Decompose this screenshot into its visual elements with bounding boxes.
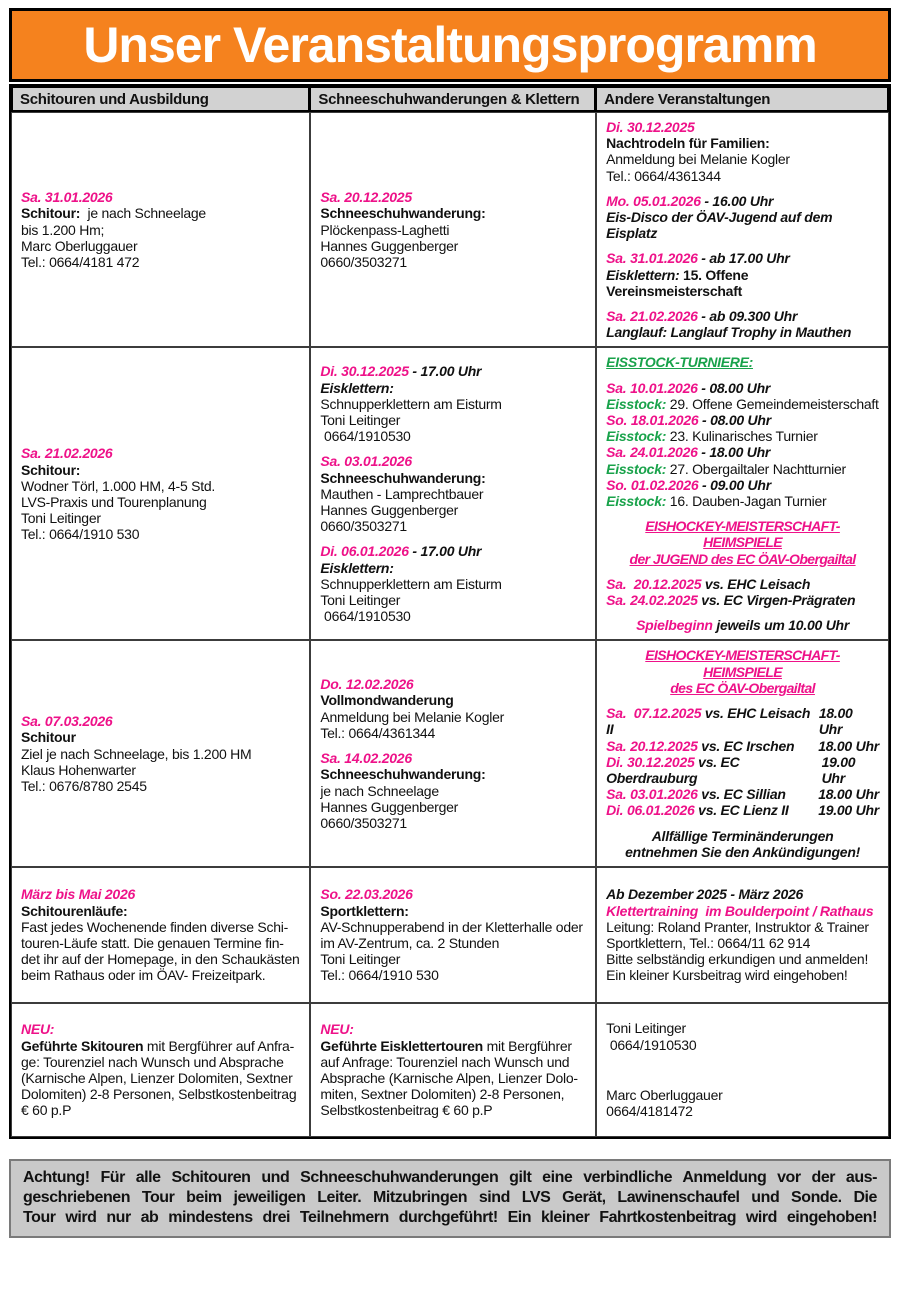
text-line: So. 18.01.2026 - 08.00 Uhr bbox=[606, 412, 771, 429]
text-line: touren-Läufe statt. Die genauen Termine fin- bbox=[21, 934, 284, 951]
text-line: Sa. 10.01.2026 - 08.00 Uhr bbox=[606, 379, 771, 396]
text-line: Sa. 21.02.2026 bbox=[21, 445, 113, 462]
notice-line-2: geschriebenen Tour beim jeweiligen Leiter. Mitzubringen sind LVS Gerät, Lawinenschaufel und Sonde. Die bbox=[23, 1188, 877, 1206]
text-line: Sa. 21.02.2026 - ab 09.300 Uhr bbox=[606, 308, 798, 325]
text-line: Sa. 14.02.2026 bbox=[320, 750, 412, 767]
text-line: Langlauf: Langlauf Trophy in Mauthen bbox=[606, 324, 852, 341]
cell-schitour-07-03 bbox=[11, 640, 310, 866]
text-line: Selbstkostenbeitrag € 60 p.P bbox=[320, 1102, 493, 1119]
text-line: Schitour: je nach Schneelage bbox=[21, 205, 206, 222]
text-line: Sa. 20.12.2025 vs. EHC Leisach bbox=[606, 575, 811, 592]
text-line: Di. 30.12.2025 vs. EC Oberdrauburg 19.00 Uhr bbox=[606, 753, 859, 786]
text-line: Sa. 20.12.2025 bbox=[320, 189, 412, 206]
text-line: miten, Sextner Dolomiten) 2-8 Personen, bbox=[320, 1086, 565, 1103]
text-line: Eisstock: 16. Dauben-Jagan Turnier bbox=[606, 493, 827, 510]
column-header-schneeschuh: Schneeschuhwanderungen & Klettern bbox=[310, 86, 596, 112]
event-table bbox=[9, 84, 891, 1139]
text-line: der JUGEND des EC ÖAV-Obergailtal bbox=[629, 550, 856, 567]
text-line: 0664/1910530 bbox=[320, 608, 411, 625]
text-line: Spielbeginn jeweils um 10.00 Uhr bbox=[636, 617, 850, 634]
text-line: Absprache (Karnische Alpen, Lienzer Dolo- bbox=[320, 1069, 578, 1086]
table-row-5 bbox=[11, 1003, 889, 1137]
text-line: Vollmondwanderung bbox=[320, 692, 454, 709]
text-line: Schneeschuhwanderung: bbox=[320, 469, 486, 486]
text-line: Schneeschuhwanderung: bbox=[320, 205, 486, 222]
cell-schneeschuhwanderung-20-12 bbox=[310, 112, 596, 347]
text-line bbox=[606, 1062, 879, 1078]
text-line: Sa. 03.01.2026 vs. EC Sillian 18.00 Uhr bbox=[606, 786, 879, 803]
text-line: Toni Leitinger bbox=[320, 592, 401, 609]
text-line: Tel.: 0664/4181 472 bbox=[21, 254, 140, 271]
text-line: det ihr auf der Homepage, in den Schaukästen bbox=[21, 951, 300, 968]
text-line: Schneeschuhwanderung: bbox=[320, 766, 486, 783]
text-line: Schnupperklettern am Eisturm bbox=[320, 575, 502, 592]
cell-andere-dezember-februar bbox=[596, 112, 889, 347]
banner bbox=[9, 8, 891, 82]
text-line: Tel.: 0664/1910 530 bbox=[21, 526, 140, 543]
text-line: Di. 06.01.2026 vs. EC Lienz II 19.00 Uhr bbox=[606, 802, 879, 819]
text-line: Allfällige Terminänderungen bbox=[651, 827, 834, 844]
notice-line-1: Achtung! Für alle Schitouren und Schneeschuhwanderungen gilt eine verbindliche Anmeldung vor der aus- bbox=[23, 1168, 877, 1186]
text-line: Ab Dezember 2025 - März 2026 bbox=[606, 886, 804, 903]
text-line: Sportklettern: bbox=[320, 902, 409, 919]
text-line: So. 01.02.2026 - 09.00 Uhr bbox=[606, 476, 771, 493]
text-line: Schitour: bbox=[21, 461, 81, 478]
text-line: Sa. 20.12.2025 vs. EC Irschen 18.00 Uhr bbox=[606, 737, 879, 754]
text-line: Schnupperklettern am Eisturm bbox=[320, 395, 502, 412]
text-line: Mauthen - Lamprechtbauer bbox=[320, 485, 484, 502]
text-line: AV-Schnupperabend in der Kletterhalle oder bbox=[320, 918, 583, 935]
text-line: bis 1.200 Hm; bbox=[21, 221, 105, 238]
cell-schitour-31-01 bbox=[11, 112, 310, 347]
text-line: Plöckenpass-Laghetti bbox=[320, 221, 450, 238]
text-line: Sa. 24.01.2026 - 18.00 Uhr bbox=[606, 444, 771, 461]
cell-kontakte bbox=[596, 1003, 889, 1137]
text-line: je nach Schneelage bbox=[320, 782, 439, 799]
text-line: Geführte Skitouren mit Bergführer auf Anfra- bbox=[21, 1037, 294, 1054]
cell-schitourenlaeufe bbox=[11, 867, 310, 1003]
notice-box bbox=[9, 1159, 891, 1238]
text-line: Tel.: 0664/4361344 bbox=[320, 724, 435, 741]
text-line: Toni Leitinger bbox=[320, 951, 401, 968]
text-line: auf Anfrage: Tourenziel nach Wunsch und bbox=[320, 1053, 570, 1070]
text-line: Tel.: 0676/8780 2545 bbox=[21, 778, 147, 794]
table-row-1 bbox=[11, 112, 889, 347]
text-line: Sa. 31.01.2026 bbox=[21, 189, 113, 206]
text-line: ge: Tourenziel nach Wunsch und Absprache bbox=[21, 1053, 284, 1070]
text-line: (Karnische Alpen, Lienzer Dolomiten, Sextner bbox=[21, 1069, 293, 1086]
text-line: Fast jedes Wochenende finden diverse Schi- bbox=[21, 918, 289, 935]
text-line: beim Rathaus oder im ÖAV- Freizeitpark. bbox=[21, 967, 266, 984]
text-line: Toni Leitinger bbox=[606, 1020, 686, 1037]
text-line: Dolomiten) 2-8 Personen, Selbstkostenbeitrag bbox=[21, 1086, 297, 1103]
text-line: Anmeldung bei Melanie Kogler bbox=[606, 151, 790, 168]
text-line: Tel.: 0664/4361344 bbox=[606, 167, 721, 184]
text-line: Klettertraining im Boulderpoint / Rathaus bbox=[606, 902, 874, 919]
text-line: Toni Leitinger bbox=[320, 412, 401, 429]
text-line: Eisklettern: 15. Offene Vereinsmeisterschaft bbox=[606, 266, 752, 299]
table-row-2 bbox=[11, 347, 889, 640]
text-line: Anmeldung bei Melanie Kogler bbox=[320, 708, 505, 725]
text-line: 0664/4181472 bbox=[606, 1103, 693, 1120]
text-line: Toni Leitinger bbox=[21, 510, 101, 527]
text-line: Tel.: 0664/1910 530 bbox=[320, 967, 439, 984]
column-header-andere: Andere Veranstaltungen bbox=[596, 86, 889, 112]
cell-gefuehrte-skitouren bbox=[11, 1003, 310, 1137]
text-line: Sa. 24.02.2025 vs. EC Virgen-Prägraten bbox=[606, 592, 856, 609]
text-line: Nachtrodeln für Familien: bbox=[606, 135, 770, 152]
text-line: im AV-Zentrum, ca. 2 Stunden bbox=[320, 934, 500, 951]
text-line: Sa. 07.12.2025 vs. EHC Leisach II 18.00 Uhr bbox=[606, 705, 857, 738]
text-line: Hannes Guggenberger bbox=[320, 237, 459, 254]
text-line: Marc Oberluggauer bbox=[606, 1087, 723, 1104]
text-line: Schitour bbox=[21, 729, 76, 746]
cell-eisklettern-schneeschuh bbox=[310, 347, 596, 640]
text-line: entnehmen Sie den Ankündigungen! bbox=[625, 843, 861, 860]
text-line: Marc Oberluggauer bbox=[21, 237, 138, 254]
table-header-row bbox=[11, 86, 889, 112]
table-row-3 bbox=[11, 640, 889, 866]
table-row-4 bbox=[11, 867, 889, 1003]
text-line: NEU: bbox=[320, 1021, 354, 1038]
cell-gefuehrte-eisklettertouren bbox=[310, 1003, 596, 1137]
text-line: Eisstock: 23. Kulinarisches Turnier bbox=[606, 428, 818, 445]
column-header-schitouren: Schitouren und Ausbildung bbox=[11, 86, 310, 112]
text-line: € 60 p.P bbox=[21, 1102, 72, 1119]
text-line: Wodner Törl, 1.000 HM, 4-5 Std. bbox=[21, 477, 216, 494]
text-line: Sportklettern, Tel.: 0664/11 62 914 bbox=[606, 934, 811, 951]
text-line: EISSTOCK-TURNIERE: bbox=[606, 354, 753, 371]
event-program-page bbox=[9, 8, 891, 1238]
text-line: Sa. 03.01.2026 bbox=[320, 453, 412, 470]
notice-line-3: Tour wird nur ab mindestens drei Teilnehmern durchgeführt! Ein kleiner Fahrtkostenbeitrag wird eingehoben! bbox=[23, 1208, 877, 1226]
text-line: März bis Mai 2026 bbox=[21, 886, 136, 903]
cell-vollmond-schneeschuh bbox=[310, 640, 596, 866]
text-line: Sa. 07.03.2026 bbox=[21, 713, 113, 730]
text-line: LVS-Praxis und Tourenplanung bbox=[21, 493, 207, 510]
cell-eisstock-turniere bbox=[596, 347, 889, 640]
text-line: 0660/3503271 bbox=[320, 518, 407, 535]
text-line: EISHOCKEY-MEISTERSCHAFT-HEIMSPIELE bbox=[645, 518, 840, 551]
text-line: Eis-Disco der ÖAV-Jugend auf dem Eisplatz bbox=[606, 209, 836, 242]
cell-sportklettern bbox=[310, 867, 596, 1003]
text-line: Hannes Guggenberger bbox=[320, 798, 459, 815]
text-line: NEU: bbox=[21, 1021, 55, 1038]
text-line: EISHOCKEY-MEISTERSCHAFT-HEIMSPIELE bbox=[645, 647, 840, 680]
text-line: Bitte selbständig erkundigen und anmelden! bbox=[606, 951, 869, 968]
text-line: Di. 30.12.2025 - 17.00 Uhr bbox=[320, 363, 482, 380]
text-line: Ein kleiner Kursbeitrag wird eingehoben! bbox=[606, 967, 848, 984]
text-line: Di. 06.01.2026 - 17.00 Uhr bbox=[320, 543, 482, 560]
text-line: 0664/1910530 bbox=[320, 428, 411, 445]
text-line: Mo. 05.01.2026 - 16.00 Uhr bbox=[606, 192, 774, 209]
text-line: Sa. 31.01.2026 - ab 17.00 Uhr bbox=[606, 250, 790, 267]
text-line: 0664/1910530 bbox=[606, 1036, 697, 1053]
text-line: Eisstock: 27. Obergailtaler Nachtturnier bbox=[606, 460, 846, 477]
text-line: Do. 12.02.2026 bbox=[320, 676, 414, 693]
text-line: Leitung: Roland Pranter, Instruktor & Trainer bbox=[606, 918, 869, 935]
cell-schitour-21-02 bbox=[11, 347, 310, 640]
text-line: des EC ÖAV-Obergailtal bbox=[670, 679, 815, 696]
text-line: Ziel je nach Schneelage, bis 1.200 HM bbox=[21, 745, 252, 762]
text-line: Geführte Eisklettertouren mit Bergführer bbox=[320, 1037, 572, 1054]
text-line: Eisklettern: bbox=[320, 379, 394, 396]
text-line: Eisklettern: bbox=[320, 559, 394, 576]
text-line: 0660/3503271 bbox=[320, 814, 407, 831]
page-title: Unser Veranstaltungsprogramm bbox=[83, 17, 817, 73]
cell-eishockey-heimspiele bbox=[596, 640, 889, 866]
text-line: So. 22.03.2026 bbox=[320, 886, 413, 903]
text-line: Klaus Hohenwarter bbox=[21, 761, 136, 778]
text-line: Hannes Guggenberger bbox=[320, 502, 459, 519]
text-line: Schitourenläufe: bbox=[21, 902, 128, 919]
text-line: 0660/3503271 bbox=[320, 254, 407, 271]
cell-klettertraining bbox=[596, 867, 889, 1003]
text-line: Eisstock: 29. Offene Gemeindemeisterschaft bbox=[606, 395, 879, 412]
text-line: Di. 30.12.2025 bbox=[606, 119, 695, 135]
